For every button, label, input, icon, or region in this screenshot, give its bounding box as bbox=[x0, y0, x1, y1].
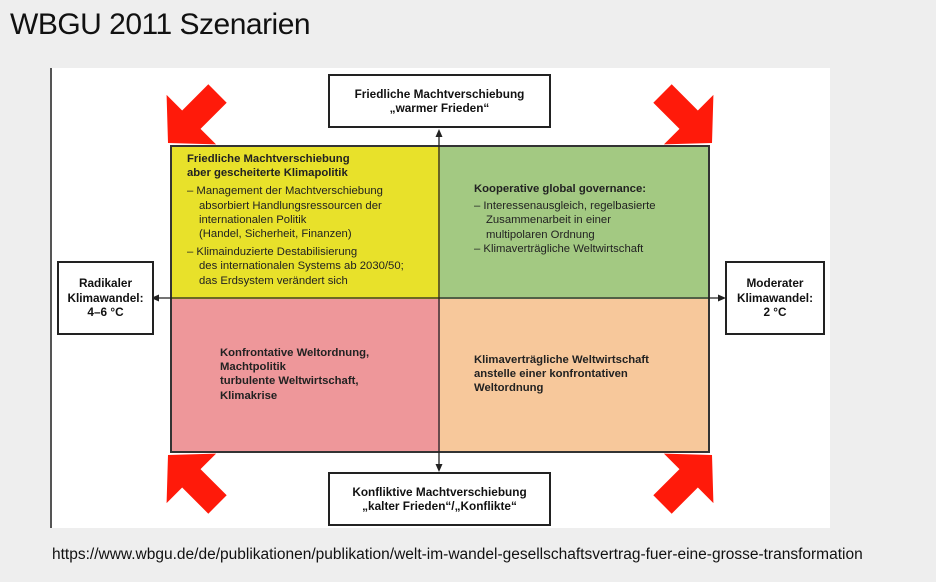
tl-bullet1-l3: internationalen Politik bbox=[199, 213, 307, 226]
axis-label-top bbox=[328, 74, 551, 128]
slide-title: WBGU 2011 Szenarien bbox=[10, 8, 311, 41]
quadrant-bottom-right-text bbox=[474, 353, 706, 396]
axis-right-line2: Klimawandel: bbox=[736, 290, 814, 305]
red-arrow-top-right-icon bbox=[638, 69, 737, 168]
axis-right-line3: 2 °C bbox=[763, 305, 787, 320]
tl-bullet1-l1: – Management der Machtverschiebung bbox=[187, 185, 383, 198]
red-arrow-bottom-right-icon bbox=[638, 430, 737, 529]
axis-left-line1: Radikaler bbox=[78, 276, 133, 291]
br-line1: Klimaverträgliche Weltwirtschaft bbox=[474, 354, 649, 366]
quadrant-top-left-text bbox=[187, 152, 435, 288]
tl-bullet1-l2: absorbiert Handlungsressourcen der bbox=[199, 199, 382, 212]
axis-label-right bbox=[725, 261, 825, 335]
red-arrow-bottom-left-icon bbox=[143, 430, 242, 529]
tr-bullet1-l3: multipolaren Ordnung bbox=[486, 228, 595, 241]
source-url-text: https://www.wbgu.de/de/publikationen/publikation/welt-im-wandel-gesellschaftsvertrag-fuer-eine-grosse-transformation bbox=[52, 546, 863, 563]
tr-heading: Kooperative global governance: bbox=[474, 183, 647, 195]
axis-label-left bbox=[57, 261, 154, 335]
tl-heading-2: aber gescheiterte Klimapolitik bbox=[187, 167, 348, 180]
bl-line1: Konfrontative Weltordnung, bbox=[220, 347, 370, 359]
tl-bullet2-l2: des internationalen Systems ab 2030/50; bbox=[199, 260, 404, 273]
tl-bullet2-l1: – Klimainduzierte Destabilisierung bbox=[187, 246, 358, 259]
axis-right-line1: Moderater bbox=[746, 276, 804, 291]
axis-top-line2: „warmer Frieden“ bbox=[389, 101, 490, 115]
axis-bottom-line2: „kalter Frieden“/„Konflikte“ bbox=[362, 499, 517, 513]
axis-bottom-line1: Konfliktive Machtverschiebung bbox=[352, 484, 527, 499]
bl-line2: Machtpolitik bbox=[220, 361, 286, 374]
bl-line4: Klimakrise bbox=[220, 389, 278, 402]
quadrant-top-right-text bbox=[474, 182, 706, 256]
axis-arrowhead-down bbox=[436, 464, 443, 472]
bl-line3: turbulente Weltwirtschaft, bbox=[220, 375, 359, 388]
axis-left-line3: 4–6 °C bbox=[87, 305, 124, 320]
tl-bullet2-l3: das Erdsystem verändert sich bbox=[199, 274, 348, 287]
axis-left-line2: Klimawandel: bbox=[67, 290, 144, 305]
axis-label-bottom bbox=[328, 472, 551, 526]
tr-bullet1-l1: – Interessenausgleich, regelbasierte bbox=[474, 200, 656, 213]
axis-arrowhead-up bbox=[436, 129, 443, 137]
quadrant-bottom-left-text bbox=[220, 346, 430, 403]
tl-bullet1-l4: (Handel, Sicherheit, Finanzen) bbox=[199, 228, 352, 241]
tr-bullet2-l1: – Klimaverträgliche Weltwirtschaft bbox=[474, 242, 644, 255]
axis-top-line1: Friedliche Machtverschiebung bbox=[354, 86, 525, 101]
tr-bullet1-l2: Zusammenarbeit in einer bbox=[486, 214, 611, 227]
br-line3: Weltordnung bbox=[474, 382, 544, 395]
tl-heading-1: Friedliche Machtverschiebung bbox=[187, 153, 350, 165]
br-line2: anstelle einer konfrontativen bbox=[474, 368, 628, 381]
